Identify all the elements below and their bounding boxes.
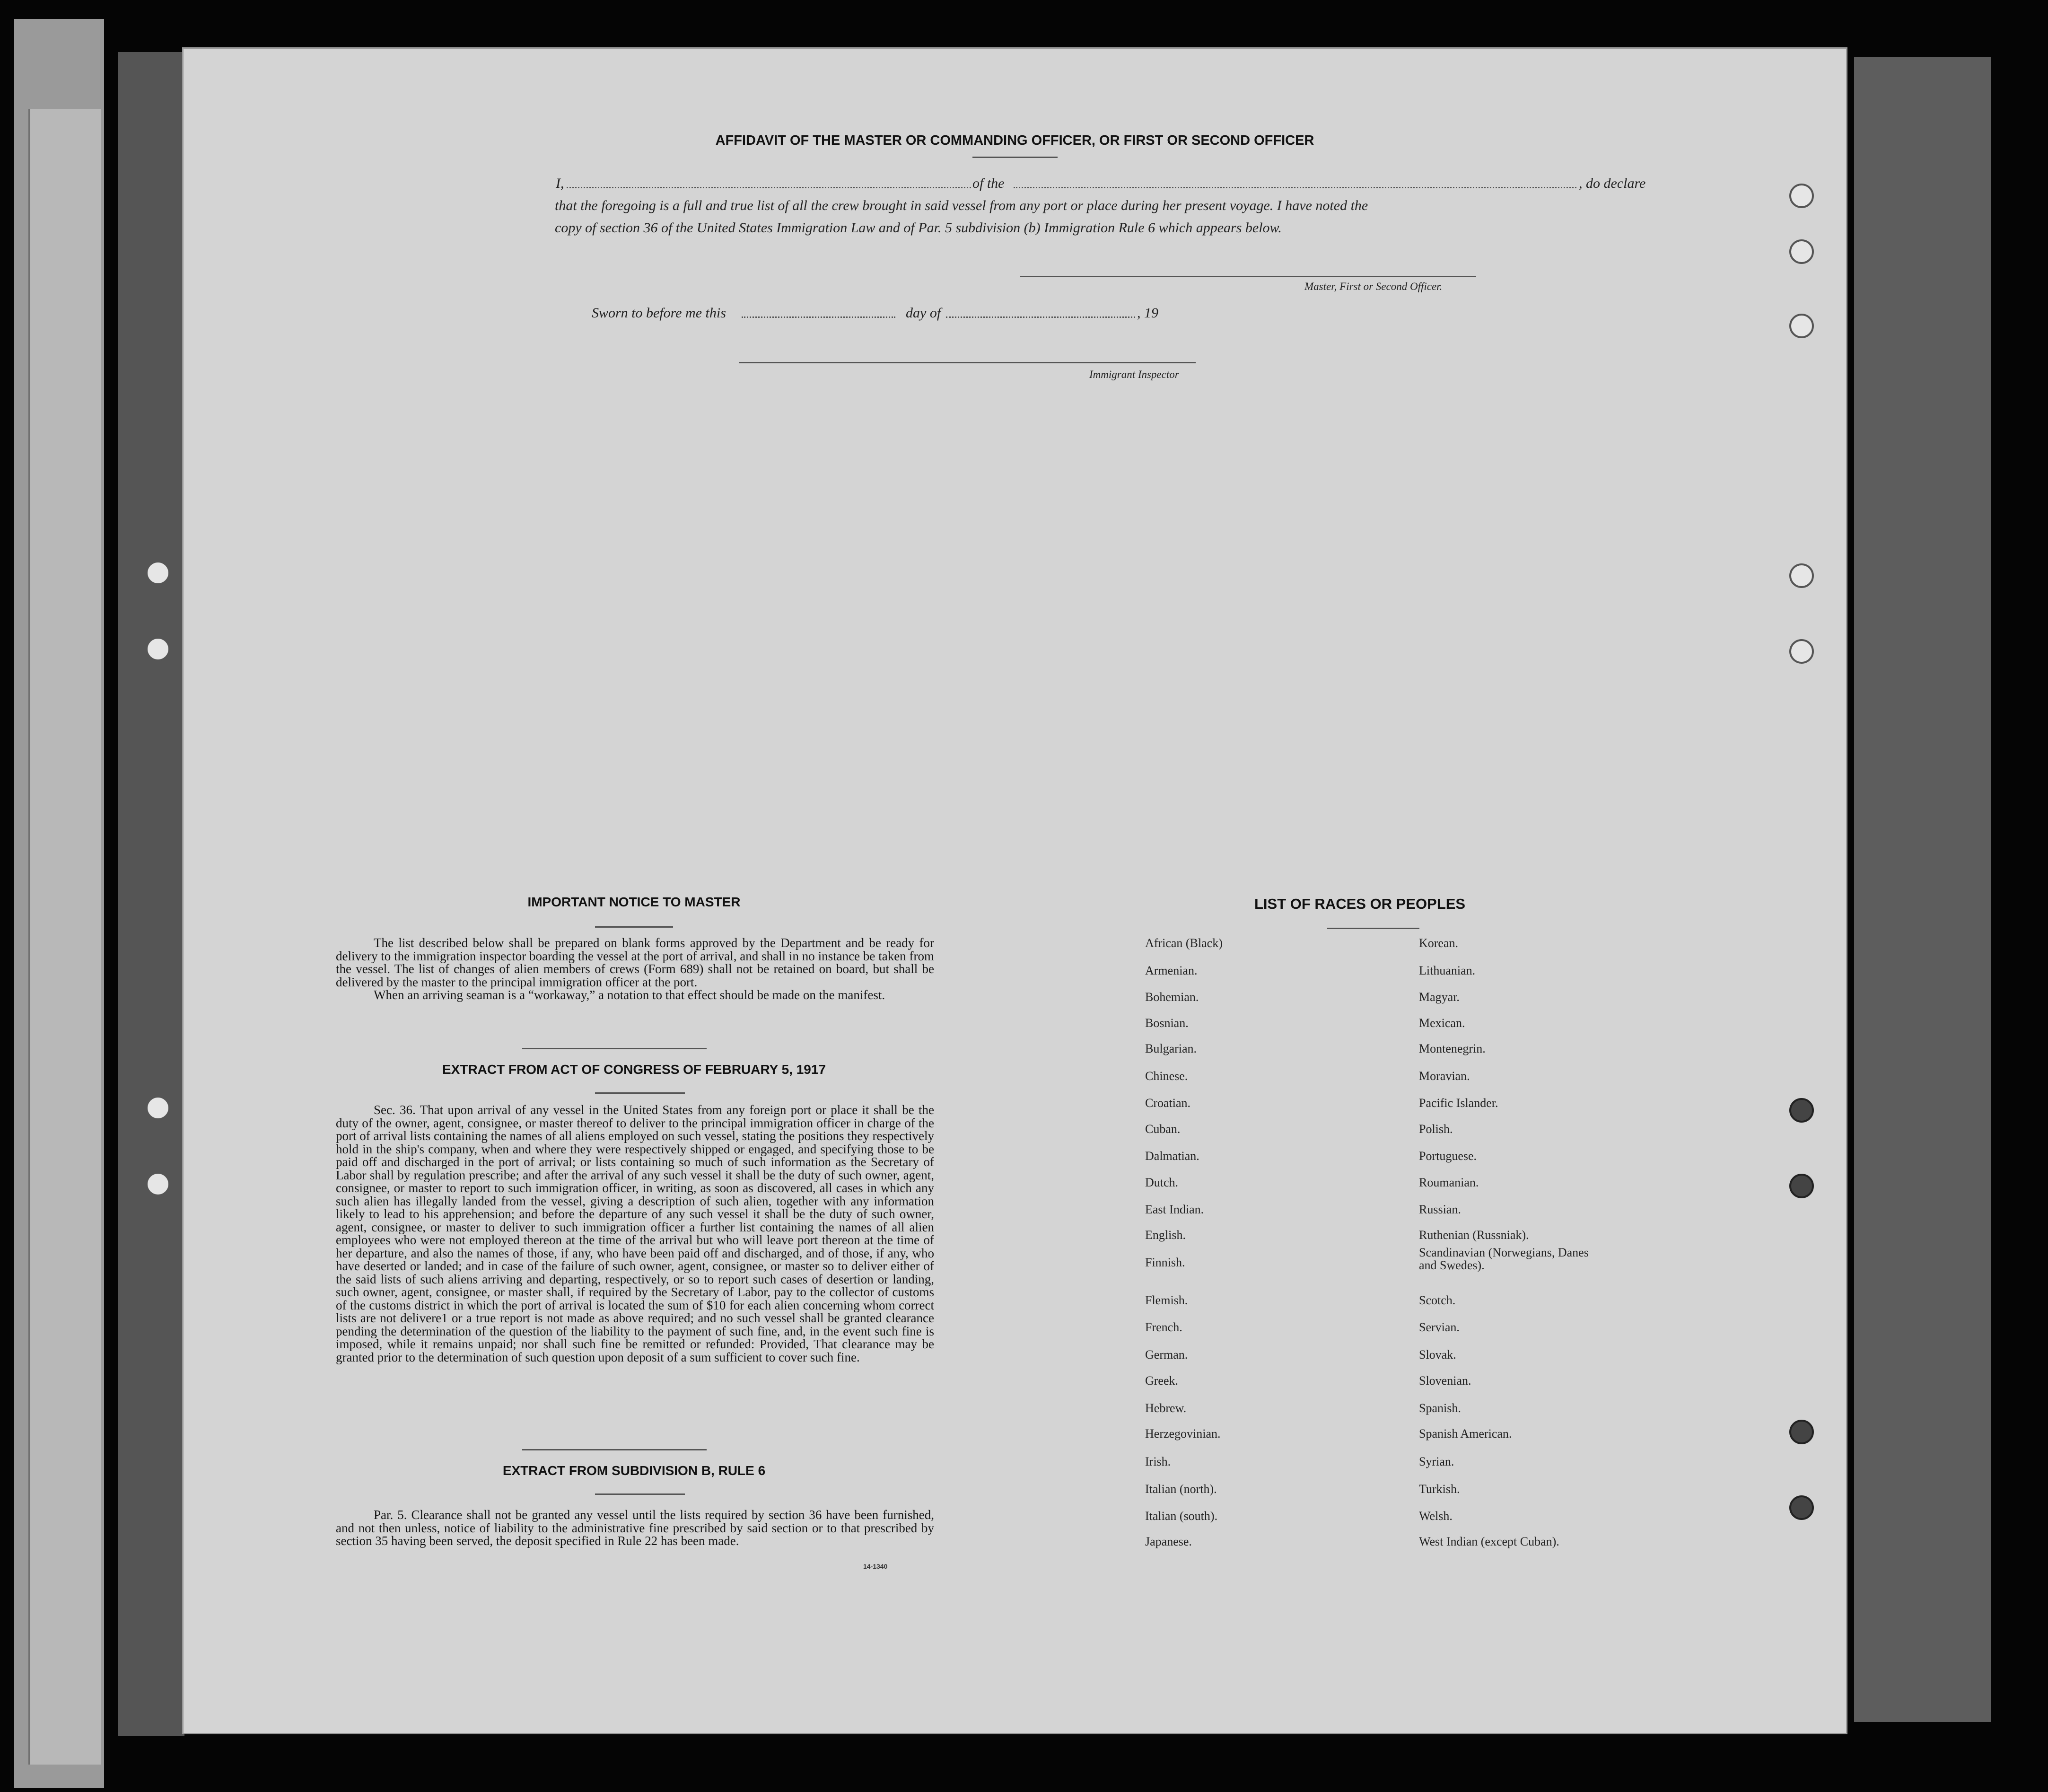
race-entry: Spanish American. [1419, 1427, 1512, 1441]
race-entry: Greek. [1145, 1374, 1179, 1388]
race-entry: East Indian. [1145, 1203, 1204, 1216]
year-label: , 19 [1137, 305, 1158, 321]
section-divider-2 [522, 1449, 707, 1450]
race-entry: Croatian. [1145, 1096, 1191, 1110]
race-entry: Italian (north). [1145, 1482, 1217, 1496]
sworn-label: Sworn to before me this [592, 305, 726, 321]
declarant-name-field[interactable] [567, 187, 971, 188]
binder-hole [1789, 1098, 1814, 1123]
notice-body [336, 937, 934, 1002]
race-entry: Spanish. [1419, 1401, 1461, 1415]
affidavit-title: AFFIDAVIT OF THE MASTER OR COMMANDING OFFICER, OR FIRST OR SECOND OFFICER [715, 133, 1314, 148]
declarant-label: I, [556, 176, 564, 191]
race-entry: Herzegovinian. [1145, 1427, 1221, 1441]
notice-title-rule [595, 926, 673, 928]
race-entry: Magyar. [1419, 990, 1460, 1004]
race-entry: Russian. [1419, 1203, 1461, 1216]
races-title-rule [1327, 928, 1419, 929]
race-entry: Cuban. [1145, 1122, 1181, 1136]
race-entry: Montenegrin. [1419, 1042, 1486, 1055]
act-body [336, 1104, 934, 1364]
act-title-rule [595, 1092, 685, 1094]
race-entry: Korean. [1419, 936, 1459, 950]
officer-signature-line[interactable] [1020, 276, 1476, 277]
section-divider [522, 1048, 707, 1049]
race-entry: Roumanian. [1419, 1176, 1479, 1189]
race-entry: Servian. [1419, 1320, 1460, 1334]
race-entry: Bosnian. [1145, 1016, 1189, 1030]
race-entry: Bulgarian. [1145, 1042, 1197, 1055]
binder-hole [1789, 1174, 1814, 1198]
rule-title-rule [595, 1493, 685, 1495]
binder-spine-right [1854, 57, 1991, 1722]
race-entry: Turkish. [1419, 1482, 1460, 1496]
notice-title: IMPORTANT NOTICE TO MASTER [527, 895, 741, 909]
race-entry: Welsh. [1419, 1509, 1453, 1523]
race-entry: Italian (south). [1145, 1509, 1218, 1523]
race-entry: Armenian. [1145, 964, 1198, 977]
race-entry: Flemish. [1145, 1293, 1188, 1307]
affidavit-line-2: that the foregoing is a full and true list of all the crew brought in said vessel from any port or place during her present voyage. I have noted the [555, 198, 1368, 213]
races-title: LIST OF RACES OR PEOPLES [1254, 896, 1466, 912]
race-entry: Ruthenian (Russniak). [1419, 1228, 1529, 1242]
race-entry: Moravian. [1419, 1069, 1470, 1083]
inspector-signature-line[interactable] [739, 362, 1196, 363]
binder-hole [1789, 184, 1814, 208]
inspector-signature-label: Immigrant Inspector [1089, 369, 1179, 380]
title-rule [972, 157, 1058, 158]
race-entry: German. [1145, 1348, 1188, 1362]
race-entry: Lithuanian. [1419, 964, 1476, 977]
race-entry: Dalmatian. [1145, 1149, 1199, 1163]
binder-hole [146, 1172, 170, 1196]
officer-signature-label: Master, First or Second Officer. [1304, 281, 1443, 292]
day-of-label: day of [906, 305, 941, 321]
binder-hole [1789, 314, 1814, 338]
act-section-36: Sec. 36. That upon arrival of any vessel in the United States from any foreign port or place it shall be the duty of the owner, agent, consignee, or master thereof to deliver to the principal immigration officer in charge of the port of arrival lists containing the names of all aliens employed on such vessel, stating the positions they respectively hold in the ship's company, when and where they were respectively shipped or engaged, and specifying those to be paid off and discharged in the port of arrival; or lists containing so much of such information as the Secretary of Labor shall by regulation prescribe; and after the arrival of any such vessel it shall be the duty of such owner, agent, consignee, or master to report to such immigration officer, in writing, as soon as discovered, all cases in which any such alien has illegally landed from the vessel, giving a description of such alien, together with any information likely to lead to his apprehension; and before the departure of any such vessel it shall be the duty of such owner, agent, consignee, or master to deliver to such immigration officer a further list containing the names of all alien employees who were not employed thereon at the time of the arrival but who will leave port thereon at the time of her departure, and also the names of those, if any, who have been paid off and discharged, and of those, if any, who have deserted or landed; and in case of the failure of such owner, agent, consignee, or master so to deliver either of the said lists of such aliens arriving and departing, respectively, or so to report such cases of desertion or landing, such owner, agent, consignee, or master shall, if required by the Secretary of Labor, pay to the collector of customs of the customs district in which the port of arrival is located the sum of $10 for each alien concerning whom correct lists are not delivere1 or a true report is not made as above required; and no such vessel shall be granted clearance pending the determination of the question of the liability to the payment of such fine, and, in the event such fine is imposed, while it remains unpaid; nor shall such fine be remitted or refunded: Provided, That clearance may be granted prior to the determination of such question upon deposit of a sum sufficient to cover such fine. [336, 1103, 934, 1364]
race-entry: Polish. [1419, 1122, 1453, 1136]
rule-paragraph-5: Par. 5. Clearance shall not be granted any vessel until the lists required by section 36 have been furnished, and not then unless, notice of liability to the administrative fine prescribed by said section or to that prescribed by section 35 having been served, the deposit specified in Rule 22 has been made. [336, 1508, 934, 1548]
notice-paragraph-2: When an arriving seaman is a “workaway,” a notation to that effect should be made on the manifest. [374, 988, 885, 1002]
sworn-month-field[interactable] [946, 316, 1135, 318]
binder-hole [146, 1096, 170, 1120]
binder-hole [1789, 1420, 1814, 1444]
race-entry: French. [1145, 1320, 1182, 1334]
race-entry: West Indian (except Cuban). [1419, 1535, 1559, 1548]
race-entry: Bohemian. [1145, 990, 1199, 1004]
race-entry: Pacific Islander. [1419, 1096, 1498, 1110]
race-entry: English. [1145, 1228, 1186, 1242]
race-entry: Chinese. [1145, 1069, 1188, 1083]
race-entry: Mexican. [1419, 1016, 1465, 1030]
race-entry: Slovak. [1419, 1348, 1456, 1362]
affidavit-line-3: copy of section 36 of the United States Immigration Law and of Par. 5 subdivision (b) Immigration Rule 6 which appears below. [555, 220, 1282, 236]
race-entry: Finnish. [1145, 1256, 1185, 1269]
notice-paragraph-1: The list described below shall be prepared on blank forms approved by the Department and be ready for delivery to the immigration inspector boarding the vessel at the port of arrival, and shall in no instance be taken from the vessel. The list of changes of alien members of crews (Form 689) shall not be retained on board, but shall be delivered by the master to the principal immigration officer at the port. [336, 936, 934, 989]
rule-title: EXTRACT FROM SUBDIVISION B, RULE 6 [502, 1463, 766, 1478]
race-entry: Syrian. [1419, 1455, 1454, 1468]
adjacent-page-sheet [28, 109, 101, 1765]
race-entry: Slovenian. [1419, 1374, 1471, 1388]
race-entry: Irish. [1145, 1455, 1171, 1468]
binder-hole [1789, 563, 1814, 588]
binder-hole [1789, 1495, 1814, 1520]
race-entry: Scotch. [1419, 1293, 1456, 1307]
form-number: 14-1340 [863, 1563, 888, 1570]
race-entry: Scandinavian (Norwegians, Danes and Swedes). [1419, 1246, 1589, 1272]
race-entry: Japanese. [1145, 1535, 1192, 1548]
binder-hole [146, 637, 170, 661]
act-title: EXTRACT FROM ACT OF CONGRESS OF FEBRUARY 5, 1917 [442, 1062, 826, 1077]
vessel-name-field[interactable] [1014, 187, 1576, 188]
race-entry: African (Black) [1145, 936, 1223, 950]
race-entry: Hebrew. [1145, 1401, 1187, 1415]
race-entry: Portuguese. [1419, 1149, 1477, 1163]
sworn-day-field[interactable] [742, 316, 895, 318]
race-entry: Dutch. [1145, 1176, 1179, 1189]
binder-hole [146, 561, 170, 585]
document-page [182, 47, 1847, 1734]
binder-spine-left [118, 52, 184, 1736]
do-declare-label: , do declare [1579, 176, 1646, 191]
binder-hole [1789, 239, 1814, 264]
binder-hole [1789, 639, 1814, 664]
rule-body [336, 1509, 934, 1548]
of-the-label: of the [972, 176, 1005, 191]
